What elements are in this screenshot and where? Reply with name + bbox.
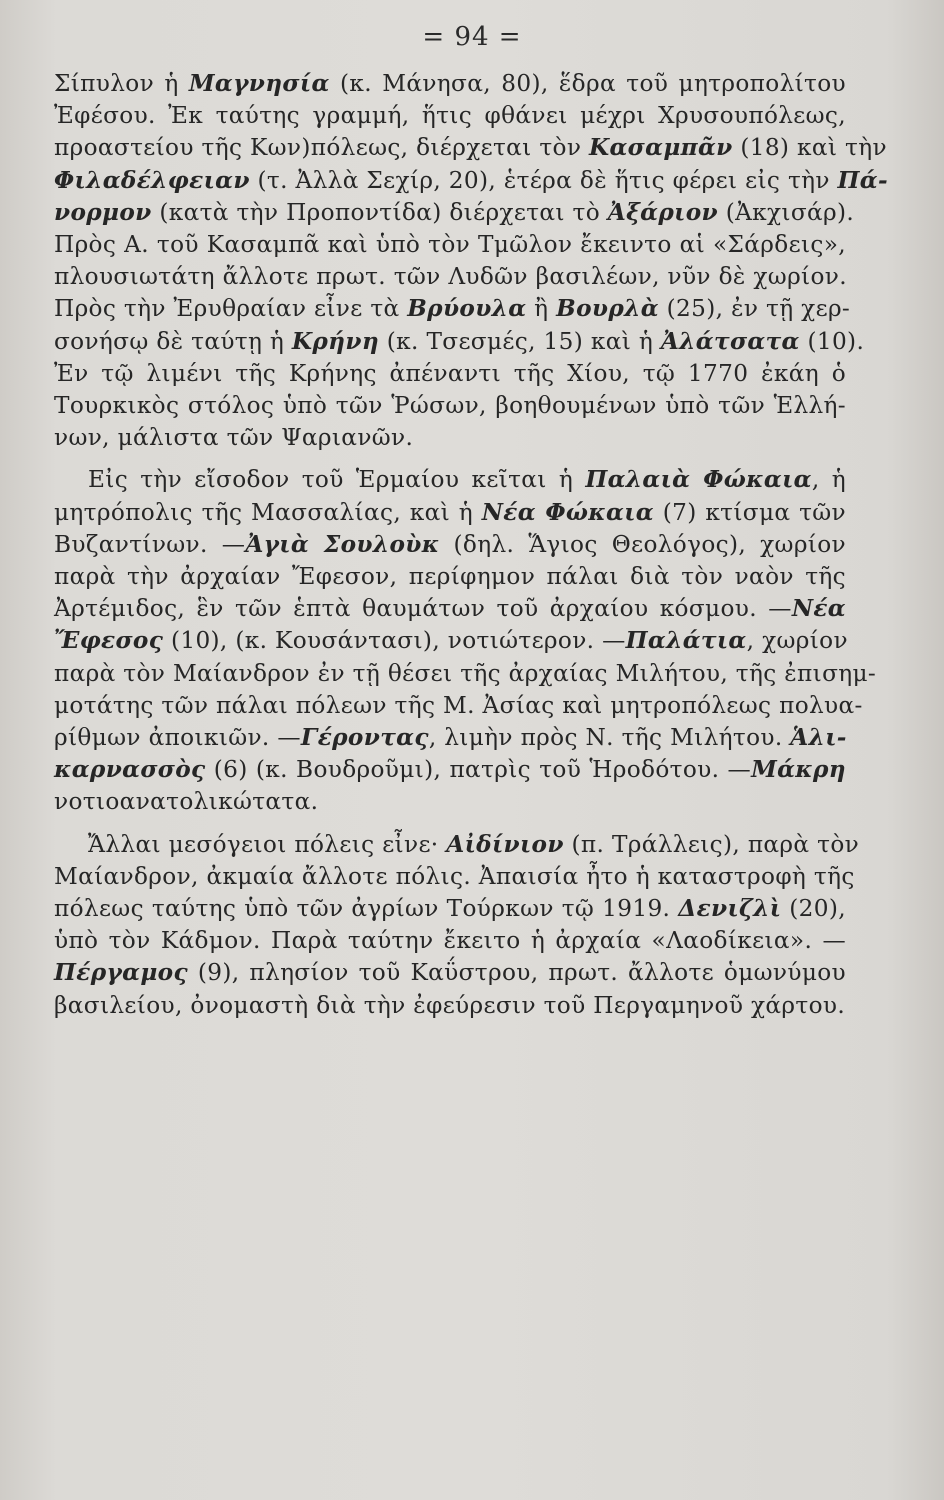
text-line: [54, 561, 846, 593]
text-run: Ἄλλαι μεσόγειοι πόλεις εἶνε·: [88, 830, 447, 858]
place-name-emphasis: νορμον: [54, 198, 152, 226]
place-name-emphasis: Μάκρη: [751, 756, 846, 784]
text-run: μητρόπολις τῆς Μασσαλίας, καὶ ἡ: [54, 498, 482, 526]
text-run: , χωρίον: [746, 627, 848, 655]
text-run: ρίθμων ἀποικιῶν. —: [54, 724, 301, 752]
text-run: Ἀρτέμιδος, ἓν τῶν ἑπτὰ θαυμάτων τοῦ ἀρχαίου κόσμου. —: [54, 595, 792, 623]
place-name-emphasis: Βρύουλα: [407, 295, 527, 323]
place-name-emphasis: Νέα: [791, 595, 846, 623]
text-run: (25), ἐν τῇ χερ-: [658, 295, 851, 323]
text-run: (9), πλησίον τοῦ Καΰστρου, πρωτ. ἄλλοτε ὁμωνύμου: [187, 959, 846, 987]
text-line: [54, 229, 846, 261]
place-name-emphasis: Ἀλάτσατα: [660, 327, 800, 355]
text-line: [54, 529, 846, 561]
text-run: σονήσῳ δὲ ταύτῃ ἡ: [54, 327, 292, 355]
text-run: πλουσιωτάτη ἄλλοτε πρωτ. τῶν Λυδῶν βασιλέων, νῦν δὲ χωρίον.: [54, 263, 847, 291]
text-line: [54, 861, 855, 893]
text-run: Ἐφέσου. Ἐκ ταύτης γραμμή, ἥτις φθάνει μέχρι Χρυσουπόλεως,: [54, 102, 846, 130]
text-line: [54, 326, 865, 358]
place-name-emphasis: Νέα Φώκαια: [481, 498, 654, 526]
text-run: Ἐν τῷ λιμένι τῆς Κρήνης ἀπέναντι τῆς Χίου, τῷ 1770 ἐκάη ὁ: [54, 359, 846, 387]
text-run: προαστείου τῆς Κων)πόλεως, διέρχεται τὸν: [54, 134, 589, 162]
place-name-emphasis: Φιλαδέλφειαν: [54, 166, 250, 194]
place-name-emphasis: Ἀξάριον: [607, 198, 718, 226]
place-name-emphasis: καρνασσὸς: [54, 756, 206, 784]
text-run: (10).: [799, 327, 865, 355]
text-line: [54, 690, 863, 722]
place-name-emphasis: Παλάτια: [625, 627, 747, 655]
text-run: νοτιοανατολικώτατα.: [54, 788, 319, 816]
text-line: [54, 786, 846, 818]
text-line: [54, 68, 846, 100]
text-run: ὑπὸ τὸν Κάδμον. Παρὰ ταύτην ἔκειτο ἡ ἀρχαία «Λαοδίκεια». —: [54, 927, 846, 955]
text-run: (κ. Τσεσμές, 15) καὶ ἡ: [379, 327, 661, 355]
text-line: [54, 358, 846, 390]
text-line: [54, 497, 846, 529]
text-run: Τουρκικὸς στόλος ὑπὸ τῶν Ῥώσων, βοηθουμένων ὑπὸ τῶν Ἑλλή-: [54, 392, 846, 420]
text-run: παρὰ τὴν ἀρχαίαν Ἔφεσον, περίφημον πάλαι διὰ τὸν ναὸν τῆς: [54, 563, 846, 591]
text-run: Πρὸς τὴν Ἐρυθραίαν εἶνε τὰ: [54, 295, 408, 323]
place-name-emphasis: Δενιζλὶ: [678, 895, 782, 923]
place-name-emphasis: Ἁλι-: [790, 724, 847, 752]
text-line: [54, 293, 851, 325]
place-name-emphasis: Πά-: [837, 166, 888, 194]
text-run: (τ. Ἀλλὰ Σεχίρ, 20), ἑτέρα δὲ ἥτις φέρει εἰς τὴν: [249, 166, 838, 194]
place-name-emphasis: Κασαμπᾶν: [588, 134, 733, 162]
place-name-emphasis: Παλαιὰ Φώκαια: [585, 466, 812, 494]
text-line: [54, 422, 846, 454]
text-run: Σίπυλον ἡ: [54, 70, 189, 97]
body-text: [54, 68, 888, 1032]
text-run: (20),: [781, 895, 846, 923]
text-run: Πρὸς Α. τοῦ Κασαμπᾶ καὶ ὑπὸ τὸν Τμῶλον ἔκειντο αἱ «Σάρδεις»,: [54, 231, 846, 259]
place-name-emphasis: Μαγνησία: [188, 70, 330, 97]
text-run: (κ. Μάνησα, 80), ἕδρα τοῦ μητροπολίτου: [329, 70, 846, 97]
place-name-emphasis: Ἀγιὰ Σουλοὺκ: [245, 530, 440, 558]
text-line: [54, 625, 846, 657]
text-line: [54, 464, 846, 496]
text-run: (10), (κ. Κουσάντασι), νοτιώτερον. —: [163, 627, 626, 655]
text-run: βασιλείου, ὀνομαστὴ διὰ τὴν ἐφεύρεσιν τοῦ Περγαμηνοῦ χάρτου.: [54, 991, 846, 1019]
text-line: [54, 957, 846, 989]
text-line: [54, 165, 888, 197]
page-number: = 94 =: [422, 22, 522, 52]
text-run: , λιμὴν πρὸς Ν. τῆς Μιλήτου.: [428, 724, 791, 752]
text-run: νων, μάλιστα τῶν Ψαριανῶν.: [54, 424, 414, 452]
text-line: [54, 132, 887, 164]
text-line: [54, 197, 855, 229]
text-run: , ἡ: [811, 466, 846, 494]
text-run: Εἰς τὴν εἴσοδον τοῦ Ἑρμαίου κεῖται ἡ: [88, 466, 586, 494]
place-name-emphasis: Πέργαμος: [54, 959, 188, 987]
text-line: [54, 100, 846, 132]
paragraph-hermaios-phokaia: [54, 464, 877, 818]
text-run: (7) κτίσμα τῶν: [654, 498, 846, 526]
text-run: (δηλ. Ἅγιος Θεολόγος), χωρίον: [439, 530, 846, 558]
text-run: (κατὰ τὴν Προποντίδα) διέρχεται τὸ: [151, 198, 608, 226]
paragraph-inland-cities: [54, 829, 860, 1022]
place-name-emphasis: Ἔφεσος: [54, 627, 164, 655]
text-run: παρὰ τὸν Μαίανδρον ἐν τῇ θέσει τῆς ἀρχαίας Μιλήτου, τῆς ἐπισημ-: [54, 659, 877, 687]
text-run: μοτάτης τῶν πάλαι πόλεων τῆς Μ. Ἀσίας καὶ μητροπόλεως πολυα-: [54, 691, 863, 719]
text-line: [54, 754, 846, 786]
text-line: [54, 261, 846, 293]
text-run: πόλεως ταύτης ὑπὸ τῶν ἀγρίων Τούρκων τῷ 1919.: [54, 895, 679, 923]
text-line: [54, 925, 846, 957]
text-run: ἢ: [526, 295, 557, 323]
text-line: [54, 722, 846, 754]
text-line: [54, 829, 860, 861]
text-run: (6) (κ. Βουδροῦμι), πατρὶς τοῦ Ἡροδότου. —: [205, 756, 752, 784]
text-run: Βυζαντίνων. —: [54, 530, 246, 558]
paragraph-sipylos-magnesia: [54, 68, 888, 454]
text-run: (π. Τράλλεις), παρὰ τὸν: [563, 830, 860, 858]
text-run: Μαίανδρον, ἀκμαία ἄλλοτε πόλις. Ἀπαισία ἦτο ἡ καταστροφὴ τῆς: [54, 862, 855, 890]
text-line: [54, 990, 846, 1022]
place-name-emphasis: Βουρλὰ: [556, 295, 659, 323]
text-line: [54, 390, 846, 422]
place-name-emphasis: Αἰδίνιον: [446, 830, 564, 858]
text-line: [54, 658, 877, 690]
text-run: (Ἀκχισάρ).: [717, 198, 855, 226]
text-line: [54, 593, 846, 625]
text-run: (18) καὶ τὴν: [732, 134, 887, 162]
text-line: [54, 893, 846, 925]
place-name-emphasis: Κρήνη: [291, 327, 380, 355]
place-name-emphasis: Γέροντας: [300, 724, 429, 752]
